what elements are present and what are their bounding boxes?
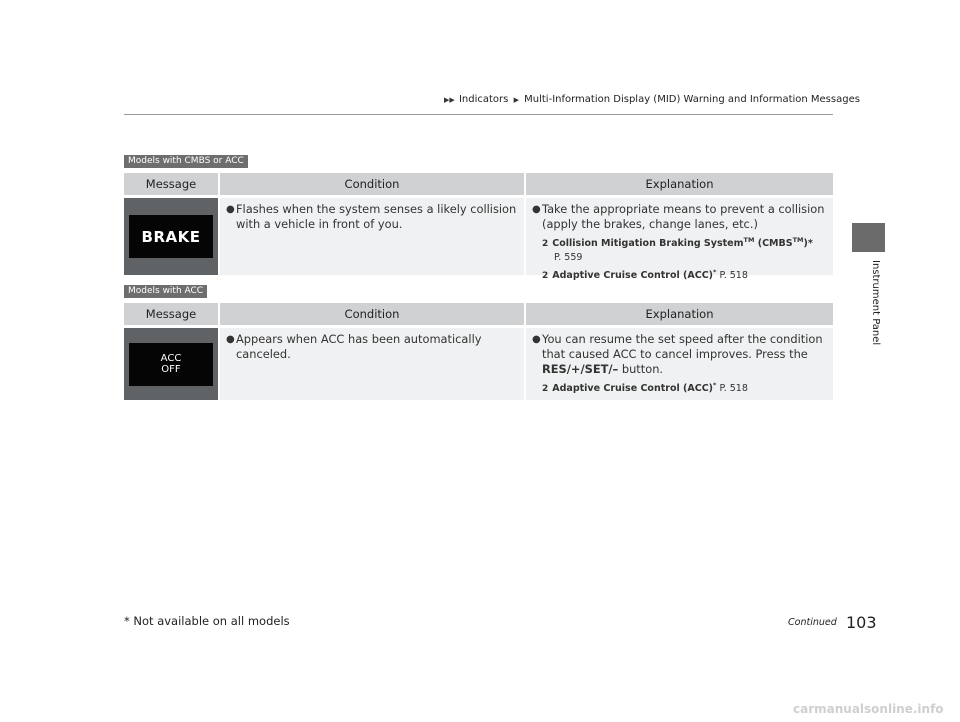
reference-cmbs[interactable]: 2 Collision Mitigation Braking System™ (CMBS™)* P. 559 (532, 234, 827, 264)
reference-acc[interactable]: 2 Adaptive Cruise Control (ACC)* P. 518 (542, 381, 748, 395)
explanation-cell (524, 328, 833, 400)
table-row (124, 198, 833, 282)
double-arrow-icon: ▶▶ (444, 96, 455, 104)
breadcrumb (444, 94, 860, 105)
model-label-cmbs-acc: Models with CMBS or ACC (124, 155, 248, 168)
continued-label: Continued (788, 617, 837, 628)
model-label-acc: Models with ACC (124, 285, 207, 298)
bullet-icon: ● (226, 334, 235, 345)
reference-page: P. 518 (719, 383, 748, 395)
acc-off-display-image (129, 343, 213, 386)
condition-text: Flashes when the system senses a likely collision with a vehicle in front of you. (236, 202, 517, 231)
table-row (124, 328, 833, 400)
explanation-cell (524, 198, 833, 282)
brake-display-text: BRAKE (141, 227, 201, 246)
reference-arrow-icon: 2 (542, 384, 549, 395)
arrow-icon: ▶ (513, 96, 519, 104)
page-number: 103 (846, 613, 877, 632)
condition-text: Appears when ACC has been automatically canceled. (236, 332, 482, 361)
bullet-icon: ● (226, 204, 235, 215)
chapter-tab-marker (852, 223, 885, 252)
header-message: Message (145, 307, 197, 321)
header-condition: Condition (218, 173, 524, 195)
header-divider (124, 114, 833, 115)
bullet-icon: ● (532, 334, 541, 345)
breadcrumb-item-indicators: Indicators (458, 94, 509, 105)
brake-display-image (129, 215, 213, 258)
reference-arrow-icon: 2 (542, 239, 549, 250)
header-explanation: Explanation (524, 173, 833, 195)
header-explanation: Explanation (524, 303, 833, 325)
acc-off-display-text: ACC OFF (160, 353, 182, 375)
bullet-icon: ● (532, 204, 541, 215)
chapter-label: Instrument Panel (870, 260, 881, 346)
header-message: Message (145, 177, 197, 191)
reference-arrow-icon: 2 (542, 271, 549, 282)
reference-page: P. 559 (554, 252, 583, 264)
condition-cell (218, 328, 524, 400)
message-cell (124, 198, 218, 275)
reference-acc[interactable]: 2 Adaptive Cruise Control (ACC)* P. 518 (542, 268, 748, 282)
footnote: * Not available on all models (124, 614, 290, 628)
header-condition: Condition (218, 303, 524, 325)
explanation-text: Take the appropriate means to prevent a collision (apply the brakes, change lanes, etc.) (542, 202, 825, 231)
explanation-text: You can resume the set speed after the condition that caused ACC to cancel improves. Press the RES/+/SET/– button. (542, 332, 823, 376)
message-cell (124, 328, 218, 400)
breadcrumb-item-mid-messages: Multi-Information Display (MID) Warning and Information Messages (524, 94, 860, 105)
table-header (124, 173, 833, 195)
table-brake-message (124, 173, 833, 282)
table-header (124, 303, 833, 325)
table-acc-off-message (124, 303, 833, 400)
reference-page: P. 518 (719, 270, 748, 282)
condition-cell (218, 198, 524, 275)
watermark: carmanualsonline.info (793, 702, 944, 716)
